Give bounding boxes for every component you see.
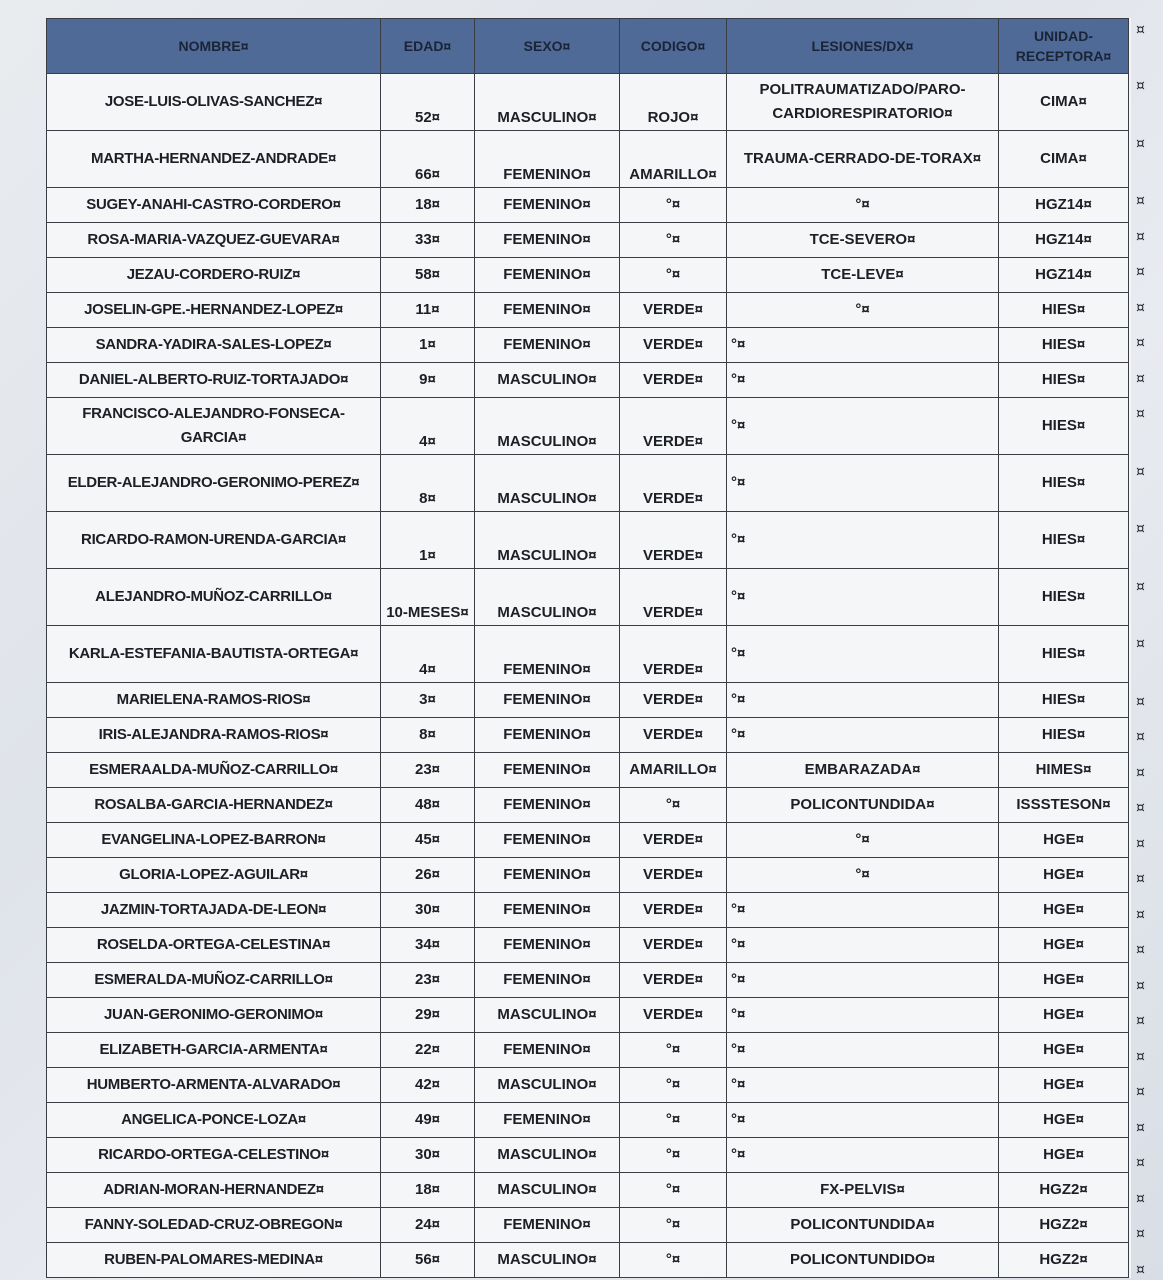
row-end-mark: ¤: [1136, 370, 1145, 387]
row-end-mark: ¤: [1136, 800, 1145, 816]
cell-edad[interactable]: 8¤: [381, 455, 475, 512]
cell-edad[interactable]: 52¤: [381, 74, 475, 131]
cell-sexo[interactable]: MASCULINO¤: [475, 569, 620, 626]
cell-edad[interactable]: 29¤: [381, 998, 475, 1033]
cell-lesiones[interactable]: °¤: [727, 998, 999, 1033]
cell-nombre[interactable]: GLORIA-LOPEZ-AGUILAR¤: [47, 858, 381, 893]
cell-sexo[interactable]: FEMENINO¤: [475, 858, 620, 893]
cell-nombre[interactable]: ROSELDA-ORTEGA-CELESTINA¤: [47, 928, 381, 963]
cell-sexo[interactable]: FEMENINO¤: [475, 258, 620, 293]
cell-codigo[interactable]: VERDE¤: [620, 328, 727, 363]
cell-nombre[interactable]: JAZMIN-TORTAJADA-DE-LEON¤: [47, 893, 381, 928]
cell-sexo[interactable]: FEMENINO¤: [475, 131, 620, 188]
cell-sexo[interactable]: FEMENINO¤: [475, 893, 620, 928]
cell-lesiones[interactable]: °¤: [727, 512, 999, 569]
cell-nombre[interactable]: ELIZABETH-GARCIA-ARMENTA¤: [47, 1033, 381, 1068]
cell-sexo[interactable]: FEMENINO¤: [475, 823, 620, 858]
cell-codigo[interactable]: °¤: [620, 1103, 727, 1138]
cell-sexo[interactable]: MASCULINO¤: [475, 1138, 620, 1173]
cell-codigo[interactable]: °¤: [620, 223, 727, 258]
cell-edad[interactable]: 11¤: [381, 293, 475, 328]
cell-nombre[interactable]: ROSALBA-GARCIA-HERNANDEZ¤: [47, 788, 381, 823]
cell-nombre[interactable]: FRANCISCO-ALEJANDRO-FONSECA-GARCIA¤: [47, 398, 381, 455]
cell-unidad[interactable]: HIES¤: [999, 328, 1129, 363]
cell-codigo[interactable]: VERDE¤: [620, 823, 727, 858]
cell-sexo[interactable]: FEMENINO¤: [475, 963, 620, 998]
cell-unidad[interactable]: HGZ2¤: [999, 1173, 1129, 1208]
table-row: [47, 328, 1129, 363]
header-codigo[interactable]: CODIGO¤: [620, 19, 727, 74]
cell-lesiones[interactable]: POLICONTUNDIDA¤: [727, 1208, 999, 1243]
cell-sexo[interactable]: FEMENINO¤: [475, 683, 620, 718]
cell-lesiones[interactable]: °¤: [727, 1068, 999, 1103]
cell-lesiones[interactable]: °¤: [727, 626, 999, 683]
cell-edad[interactable]: 10-MESES¤: [381, 569, 475, 626]
row-end-mark: ¤: [1136, 835, 1145, 852]
cell-nombre[interactable]: DANIEL-ALBERTO-RUIZ-TORTAJADO¤: [47, 363, 381, 398]
cell-sexo[interactable]: FEMENINO¤: [475, 1103, 620, 1138]
table-row: [47, 928, 1129, 963]
cell-nombre[interactable]: ADRIAN-MORAN-HERNANDEZ¤: [47, 1173, 381, 1208]
cell-nombre[interactable]: JUAN-GERONIMO-GERONIMO¤: [47, 998, 381, 1033]
cell-nombre[interactable]: HUMBERTO-ARMENTA-ALVARADO¤: [47, 1068, 381, 1103]
cell-edad[interactable]: 42¤: [381, 1068, 475, 1103]
cell-nombre[interactable]: ESMERALDA-MUÑOZ-CARRILLO¤: [47, 963, 381, 998]
cell-unidad[interactable]: ISSSTESON¤: [999, 788, 1129, 823]
cell-lesiones[interactable]: °¤: [727, 293, 999, 328]
table-row: [47, 223, 1129, 258]
cell-sexo[interactable]: MASCULINO¤: [475, 1068, 620, 1103]
cell-unidad[interactable]: HIES¤: [999, 569, 1129, 626]
cell-nombre[interactable]: RUBEN-PALOMARES-MEDINA¤: [47, 1243, 381, 1278]
cell-sexo[interactable]: FEMENINO¤: [475, 1208, 620, 1243]
cell-lesiones[interactable]: TRAUMA-CERRADO-DE-TORAX¤: [727, 131, 999, 188]
cell-lesiones[interactable]: EMBARAZADA¤: [727, 753, 999, 788]
cell-nombre[interactable]: ROSA-MARIA-VAZQUEZ-GUEVARA¤: [47, 223, 381, 258]
cell-unidad[interactable]: HGZ2¤: [999, 1208, 1129, 1243]
cell-nombre[interactable]: MARIELENA-RAMOS-RIOS¤: [47, 683, 381, 718]
cell-codigo[interactable]: °¤: [620, 1208, 727, 1243]
table-row: [47, 363, 1129, 398]
cell-sexo[interactable]: MASCULINO¤: [475, 512, 620, 569]
cell-unidad[interactable]: HGE¤: [999, 1068, 1129, 1103]
cell-nombre[interactable]: JOSELIN-GPE.-HERNANDEZ-LOPEZ¤: [47, 293, 381, 328]
row-end-mark: ¤: [1136, 1155, 1145, 1171]
cell-codigo[interactable]: VERDE¤: [620, 858, 727, 893]
cell-unidad[interactable]: HIMES¤: [999, 753, 1129, 788]
row-end-mark: ¤: [1136, 22, 1145, 38]
row-end-mark: ¤: [1136, 193, 1145, 209]
cell-lesiones[interactable]: °¤: [727, 928, 999, 963]
row-end-mark: ¤: [1136, 942, 1145, 958]
cell-nombre[interactable]: FANNY-SOLEDAD-CRUZ-OBREGON¤: [47, 1208, 381, 1243]
cell-edad[interactable]: 23¤: [381, 753, 475, 788]
cell-nombre[interactable]: ESMERAALDA-MUÑOZ-CARRILLO¤: [47, 753, 381, 788]
row-end-mark: ¤: [1136, 1119, 1145, 1136]
row-end-mark: ¤: [1136, 906, 1145, 923]
table-row: [47, 1173, 1129, 1208]
cell-sexo[interactable]: MASCULINO¤: [475, 363, 620, 398]
cell-unidad[interactable]: HIES¤: [999, 398, 1129, 455]
row-end-mark: ¤: [1136, 636, 1145, 652]
cell-codigo[interactable]: VERDE¤: [620, 569, 727, 626]
cell-sexo[interactable]: FEMENINO¤: [475, 928, 620, 963]
cell-nombre[interactable]: SANDRA-YADIRA-SALES-LOPEZ¤: [47, 328, 381, 363]
table-row: [47, 1243, 1129, 1278]
cell-edad[interactable]: 58¤: [381, 258, 475, 293]
cell-codigo[interactable]: VERDE¤: [620, 455, 727, 512]
cell-unidad[interactable]: HGZ2¤: [999, 1243, 1129, 1278]
cell-lesiones[interactable]: TCE-SEVERO¤: [727, 223, 999, 258]
cell-codigo[interactable]: °¤: [620, 258, 727, 293]
table-row: [47, 1138, 1129, 1173]
cell-codigo[interactable]: °¤: [620, 1068, 727, 1103]
row-end-mark: ¤: [1136, 729, 1145, 745]
cell-edad[interactable]: 26¤: [381, 858, 475, 893]
cell-sexo[interactable]: FEMENINO¤: [475, 328, 620, 363]
cell-unidad[interactable]: HIES¤: [999, 683, 1129, 718]
row-end-mark: ¤: [1136, 406, 1145, 422]
row-end-mark: ¤: [1136, 1226, 1145, 1242]
cell-codigo[interactable]: °¤: [620, 1138, 727, 1173]
table-row: [47, 1208, 1129, 1243]
cell-codigo[interactable]: VERDE¤: [620, 928, 727, 963]
cell-nombre[interactable]: IRIS-ALEJANDRA-RAMOS-RIOS¤: [47, 718, 381, 753]
cell-edad[interactable]: 4¤: [381, 398, 475, 455]
cell-nombre[interactable]: JOSE-LUIS-OLIVAS-SANCHEZ¤: [47, 74, 381, 131]
cell-unidad[interactable]: HGE¤: [999, 858, 1129, 893]
cell-edad[interactable]: 33¤: [381, 223, 475, 258]
cell-edad[interactable]: 48¤: [381, 788, 475, 823]
table-row: [47, 74, 1129, 131]
cell-edad[interactable]: 18¤: [381, 188, 475, 223]
table-row: [47, 131, 1129, 188]
cell-lesiones[interactable]: °¤: [727, 188, 999, 223]
cell-sexo[interactable]: MASCULINO¤: [475, 1173, 620, 1208]
cell-codigo[interactable]: VERDE¤: [620, 718, 727, 753]
cell-edad[interactable]: 9¤: [381, 363, 475, 398]
cell-unidad[interactable]: HGE¤: [999, 998, 1129, 1033]
cell-sexo[interactable]: MASCULINO¤: [475, 1243, 620, 1278]
row-end-mark: ¤: [1136, 521, 1145, 537]
patient-table: [46, 18, 1129, 1278]
cell-edad[interactable]: 22¤: [381, 1033, 475, 1068]
row-end-mark: ¤: [1136, 463, 1145, 480]
cell-unidad[interactable]: HIES¤: [999, 293, 1129, 328]
table-row: [47, 823, 1129, 858]
table-row: [47, 398, 1129, 455]
table-row: [47, 569, 1129, 626]
cell-unidad[interactable]: HGE¤: [999, 1138, 1129, 1173]
cell-edad[interactable]: 3¤: [381, 683, 475, 718]
cell-sexo[interactable]: FEMENINO¤: [475, 718, 620, 753]
row-end-mark: ¤: [1136, 1190, 1145, 1207]
table-row: [47, 753, 1129, 788]
table-row: [47, 963, 1129, 998]
cell-lesiones[interactable]: °¤: [727, 1138, 999, 1173]
cell-lesiones[interactable]: °¤: [727, 718, 999, 753]
cell-lesiones[interactable]: °¤: [727, 683, 999, 718]
cell-edad[interactable]: 30¤: [381, 1138, 475, 1173]
cell-lesiones[interactable]: POLICONTUNDIDA¤: [727, 788, 999, 823]
row-end-mark: ¤: [1136, 299, 1145, 316]
cell-lesiones[interactable]: °¤: [727, 455, 999, 512]
cell-lesiones[interactable]: °¤: [727, 963, 999, 998]
cell-unidad[interactable]: HIES¤: [999, 718, 1129, 753]
cell-codigo[interactable]: °¤: [620, 1173, 727, 1208]
table-row: [47, 293, 1129, 328]
cell-lesiones[interactable]: °¤: [727, 363, 999, 398]
cell-codigo[interactable]: VERDE¤: [620, 998, 727, 1033]
spreadsheet-sheet: [46, 18, 1131, 1278]
table-body: [47, 74, 1129, 1278]
cell-unidad[interactable]: HIES¤: [999, 512, 1129, 569]
cell-codigo[interactable]: °¤: [620, 788, 727, 823]
cell-lesiones[interactable]: °¤: [727, 858, 999, 893]
cell-nombre[interactable]: SUGEY-ANAHI-CASTRO-CORDERO¤: [47, 188, 381, 223]
cell-lesiones[interactable]: °¤: [727, 1033, 999, 1068]
cell-lesiones[interactable]: °¤: [727, 569, 999, 626]
cell-unidad[interactable]: HIES¤: [999, 626, 1129, 683]
cell-codigo[interactable]: ROJO¤: [620, 74, 727, 131]
cell-codigo[interactable]: °¤: [620, 1243, 727, 1278]
cell-lesiones[interactable]: TCE-LEVE¤: [727, 258, 999, 293]
cell-edad[interactable]: 66¤: [381, 131, 475, 188]
cell-unidad[interactable]: HGE¤: [999, 893, 1129, 928]
cell-lesiones[interactable]: °¤: [727, 398, 999, 455]
cell-edad[interactable]: 56¤: [381, 1243, 475, 1278]
cell-nombre[interactable]: EVANGELINA-LOPEZ-BARRON¤: [47, 823, 381, 858]
cell-unidad[interactable]: CIMA¤: [999, 74, 1129, 131]
table-row: [47, 858, 1129, 893]
cell-edad[interactable]: 18¤: [381, 1173, 475, 1208]
table-row: [47, 1033, 1129, 1068]
row-end-mark: ¤: [1136, 1048, 1145, 1065]
row-end-mark: ¤: [1136, 78, 1145, 94]
cell-codigo[interactable]: VERDE¤: [620, 398, 727, 455]
cell-edad[interactable]: 1¤: [381, 328, 475, 363]
cell-codigo[interactable]: VERDE¤: [620, 626, 727, 683]
header-nombre[interactable]: NOMBRE¤: [47, 19, 381, 74]
cell-codigo[interactable]: VERDE¤: [620, 293, 727, 328]
header-row: [47, 19, 1129, 74]
row-end-mark: ¤: [1136, 335, 1145, 351]
cell-sexo[interactable]: FEMENINO¤: [475, 293, 620, 328]
cell-codigo[interactable]: AMARILLO¤: [620, 131, 727, 188]
cell-codigo[interactable]: VERDE¤: [620, 893, 727, 928]
cell-sexo[interactable]: FEMENINO¤: [475, 626, 620, 683]
cell-unidad[interactable]: HGZ14¤: [999, 188, 1129, 223]
header-unidad-line2: RECEPTORA¤: [1015, 48, 1112, 64]
header-unidad-line1: UNIDAD-: [1033, 28, 1094, 44]
cell-nombre[interactable]: RICARDO-ORTEGA-CELESTINO¤: [47, 1138, 381, 1173]
cell-codigo[interactable]: VERDE¤: [620, 963, 727, 998]
row-end-mark: ¤: [1136, 264, 1145, 280]
cell-edad[interactable]: 1¤: [381, 512, 475, 569]
cell-edad[interactable]: 34¤: [381, 928, 475, 963]
cell-sexo[interactable]: FEMENINO¤: [475, 223, 620, 258]
cell-nombre[interactable]: RICARDO-RAMON-URENDA-GARCIA¤: [47, 512, 381, 569]
cell-unidad[interactable]: HGE¤: [999, 1033, 1129, 1068]
table-row: [47, 718, 1129, 753]
cell-unidad[interactable]: HGZ14¤: [999, 258, 1129, 293]
cell-edad[interactable]: 4¤: [381, 626, 475, 683]
cell-unidad[interactable]: HGE¤: [999, 1103, 1129, 1138]
row-end-mark: ¤: [1136, 228, 1145, 245]
row-end-mark: ¤: [1136, 764, 1145, 781]
cell-unidad[interactable]: HGE¤: [999, 963, 1129, 998]
cell-codigo[interactable]: VERDE¤: [620, 512, 727, 569]
cell-edad[interactable]: 49¤: [381, 1103, 475, 1138]
cell-nombre[interactable]: KARLA-ESTEFANIA-BAUTISTA-ORTEGA¤: [47, 626, 381, 683]
cell-nombre[interactable]: MARTHA-HERNANDEZ-ANDRADE¤: [47, 131, 381, 188]
cell-lesiones[interactable]: POLITRAUMATIZADO/PARO-CARDIORESPIRATORIO¤: [727, 74, 999, 131]
cell-unidad[interactable]: HIES¤: [999, 455, 1129, 512]
cell-edad[interactable]: 23¤: [381, 963, 475, 998]
table-row: [47, 455, 1129, 512]
table-row: [47, 788, 1129, 823]
table-row: [47, 626, 1129, 683]
table-row: [47, 893, 1129, 928]
row-end-mark: ¤: [1136, 1013, 1145, 1029]
cell-edad[interactable]: 30¤: [381, 893, 475, 928]
cell-edad[interactable]: 8¤: [381, 718, 475, 753]
row-end-mark: ¤: [1136, 1261, 1145, 1278]
cell-unidad[interactable]: HGE¤: [999, 928, 1129, 963]
cell-sexo[interactable]: FEMENINO¤: [475, 753, 620, 788]
table-row: [47, 188, 1129, 223]
cell-sexo[interactable]: FEMENINO¤: [475, 1033, 620, 1068]
header-edad[interactable]: EDAD¤: [381, 19, 475, 74]
cell-lesiones[interactable]: FX-PELVIS¤: [727, 1173, 999, 1208]
row-end-mark: ¤: [1136, 977, 1145, 994]
row-end-mark: ¤: [1136, 871, 1145, 887]
table-row: [47, 683, 1129, 718]
row-end-mark: ¤: [1136, 578, 1145, 595]
table-row: [47, 1068, 1129, 1103]
table-row: [47, 258, 1129, 293]
cell-sexo[interactable]: MASCULINO¤: [475, 455, 620, 512]
cell-lesiones[interactable]: °¤: [727, 893, 999, 928]
cell-nombre[interactable]: JEZAU-CORDERO-RUIZ¤: [47, 258, 381, 293]
cell-lesiones[interactable]: °¤: [727, 1103, 999, 1138]
row-end-mark: ¤: [1136, 693, 1145, 710]
cell-unidad[interactable]: HGE¤: [999, 823, 1129, 858]
cell-edad[interactable]: 45¤: [381, 823, 475, 858]
row-end-mark: ¤: [1136, 1084, 1145, 1100]
cell-codigo[interactable]: °¤: [620, 188, 727, 223]
header-sexo[interactable]: SEXO¤: [475, 19, 620, 74]
cell-sexo[interactable]: FEMENINO¤: [475, 188, 620, 223]
cell-codigo[interactable]: VERDE¤: [620, 683, 727, 718]
cell-sexo[interactable]: MASCULINO¤: [475, 398, 620, 455]
table-row: [47, 998, 1129, 1033]
cell-nombre[interactable]: ANGELICA-PONCE-LOZA¤: [47, 1103, 381, 1138]
cell-lesiones[interactable]: °¤: [727, 823, 999, 858]
cell-unidad[interactable]: HIES¤: [999, 363, 1129, 398]
cell-sexo[interactable]: MASCULINO¤: [475, 74, 620, 131]
cell-sexo[interactable]: FEMENINO¤: [475, 788, 620, 823]
cell-sexo[interactable]: MASCULINO¤: [475, 998, 620, 1033]
cell-lesiones[interactable]: °¤: [727, 328, 999, 363]
cell-unidad[interactable]: HGZ14¤: [999, 223, 1129, 258]
cell-nombre[interactable]: ELDER-ALEJANDRO-GERONIMO-PEREZ¤: [47, 455, 381, 512]
cell-edad[interactable]: 24¤: [381, 1208, 475, 1243]
cell-codigo[interactable]: VERDE¤: [620, 363, 727, 398]
header-unidad[interactable]: [999, 19, 1129, 74]
row-end-mark: ¤: [1136, 135, 1145, 152]
cell-codigo[interactable]: °¤: [620, 1033, 727, 1068]
cell-lesiones[interactable]: POLICONTUNDIDO¤: [727, 1243, 999, 1278]
table-row: [47, 512, 1129, 569]
cell-unidad[interactable]: CIMA¤: [999, 131, 1129, 188]
table-row: [47, 1103, 1129, 1138]
cell-codigo[interactable]: AMARILLO¤: [620, 753, 727, 788]
header-lesiones[interactable]: LESIONES/DX¤: [727, 19, 999, 74]
cell-nombre[interactable]: ALEJANDRO-MUÑOZ-CARRILLO¤: [47, 569, 381, 626]
